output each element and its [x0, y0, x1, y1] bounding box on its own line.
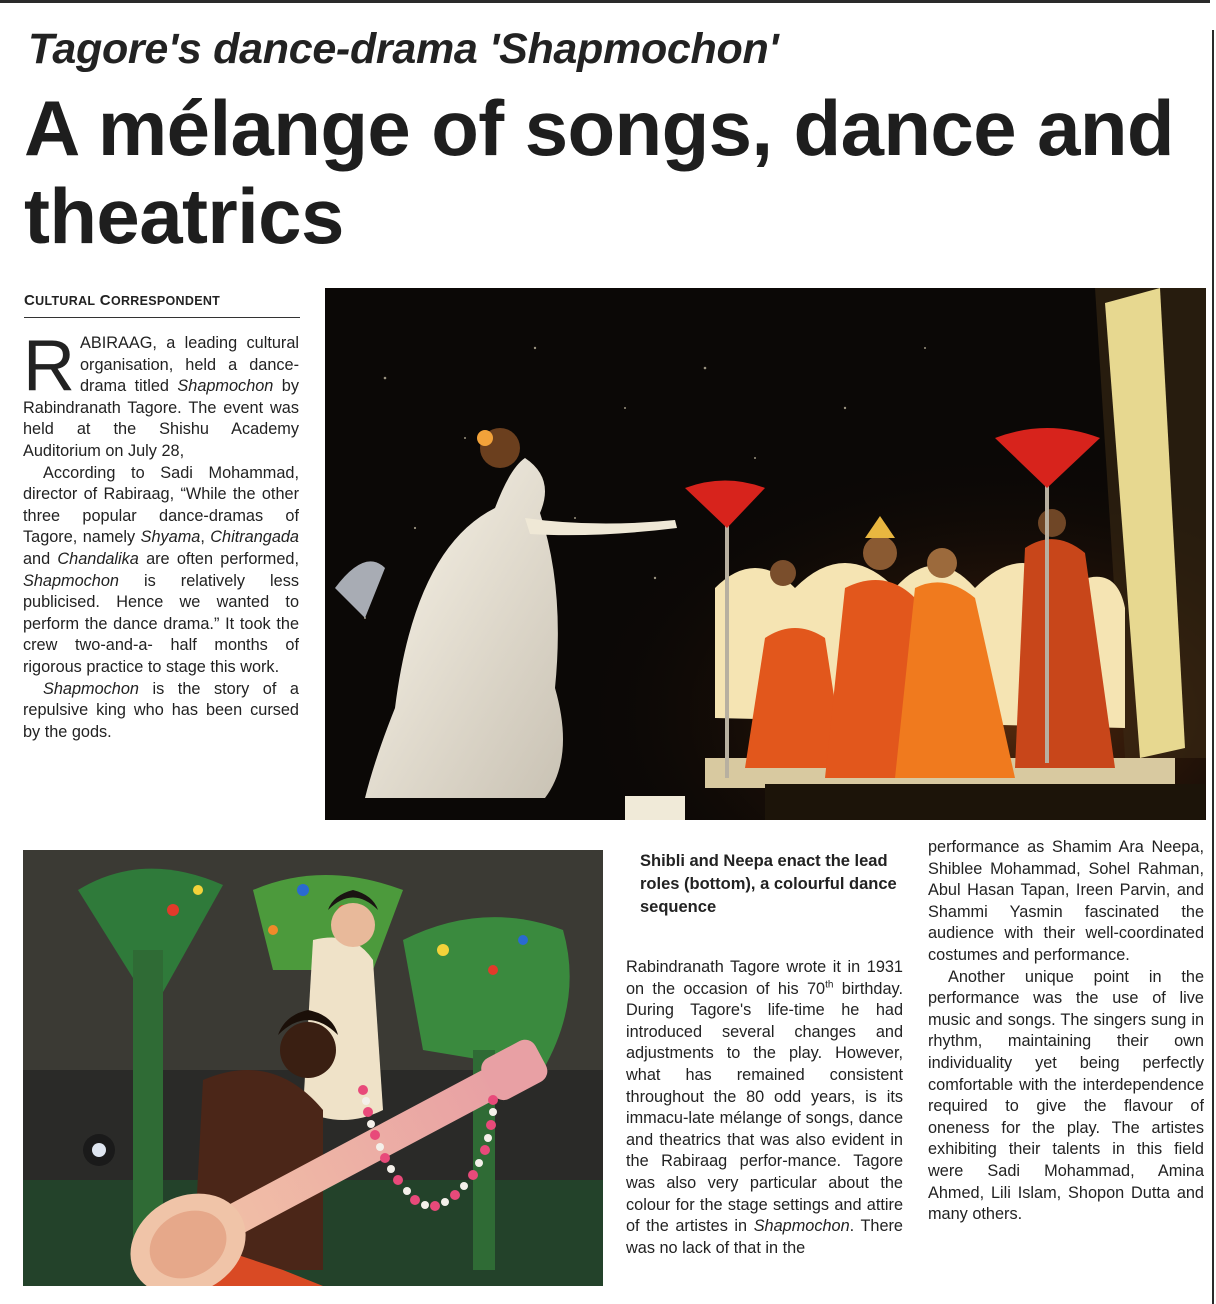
paragraph-cast: performance as Shamim Ara Neepa, Shiblee Mohammad, Sohel Rahman, Abul Hasan Tapan, Ireen Parvin, and Shammi Yasmin fascinated the audience with their well-coordinated costumes and performance.: [928, 838, 1204, 964]
article-column-3: [928, 837, 1204, 1299]
headline: A mélange of songs, dance and theatrics: [24, 84, 1174, 260]
photo-lead-roles: [23, 850, 603, 1286]
column-rule: [1212, 30, 1214, 1304]
top-rule: [0, 0, 1210, 3]
article-column-2: [626, 957, 903, 1297]
photo-stage-performance: [325, 288, 1206, 820]
byline: CULTURAL CORRESPONDENT: [24, 291, 300, 318]
kicker: Tagore's dance-drama 'Shapmochon': [28, 25, 779, 73]
paragraph-director-quote: According to Sadi Mohammad, director of Rabiraag, “While the other three popular dance-dramas of Tagore, namely Shyama, Chitrangada and Chandalika are often performed, Shapmochon is relatively less publicised. Hence we wanted to perform the dance drama.” It took the crew two-and-a- half months of rigorous practice to stage this work.: [23, 463, 299, 676]
paragraph-story: Shapmochon is the story of a repulsive king who has been cursed by the gods.: [23, 679, 299, 741]
paragraph-history: Rabindranath Tagore wrote it in 1931 on the occasion of his 70th birthday. During Tagore's life-time he had introduced several changes and adjustments to the play. However, what has remained consistent throughout the 80 odd years, is its immacu-late mélange of songs, dance and theatrics that was also evident in the Rabiraag perfor-mance. Tagore was also very particular about the colour for the stage settings and attire of the artistes in Shapmochon. There was no lack of that in the: [626, 958, 903, 1257]
paragraph-intro: RABIRAAG, a leading cultural organisation, held a dance-drama titled Shapmochon by Rabindranath Tagore. The event was held at the Shishu Academy Auditorium on July 28,: [23, 333, 299, 460]
photo-caption: Shibli and Neepa enact the lead roles (bottom), a colourful dance sequence: [640, 852, 897, 916]
article-column-1: [23, 333, 299, 823]
paragraph-music: Another unique point in the performance was the use of live music and songs. The singers sung in rhythm, maintaining their own individuality yet being perfectly comfortable with the interdependence required to give the flavour of oneness for the play. The artistes exhibiting their talents in this field were Sadi Mohammad, Amina Ahmed, Lili Islam, Shopon Dutta and many others.: [928, 967, 1204, 1224]
drop-cap: R: [23, 333, 75, 406]
